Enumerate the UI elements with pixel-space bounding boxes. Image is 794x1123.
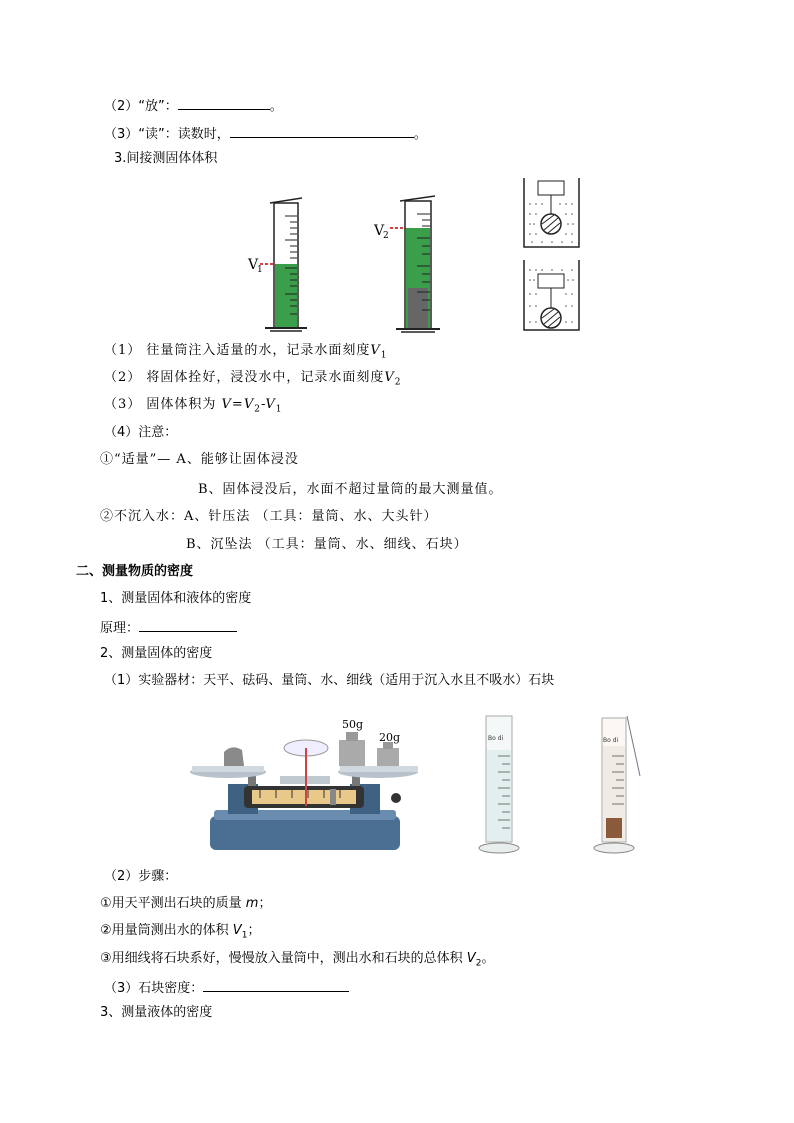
v1-label: V xyxy=(248,257,259,273)
note-floating: ②不沉入水：A、针压法 （工具：量筒、水、大头针） xyxy=(100,509,438,524)
step-2: （2） 将固体拴好，浸没水中，记录水面刻度$V_2$ xyxy=(104,370,402,388)
weight-20g-label: 20g xyxy=(379,731,401,744)
line-place: （2）“放”： 。 xyxy=(104,95,283,116)
weight-50g-label: 50g xyxy=(342,718,364,731)
equipment-line: （1）实验器材：天平、砝码、量筒、水、细线（适用于沉入水且不吸水）石块 xyxy=(104,673,555,688)
answer-blank-density[interactable] xyxy=(203,977,349,992)
answer-blank-place[interactable] xyxy=(178,95,270,110)
subsection-2: 2、测量固体的密度 xyxy=(100,646,213,661)
svg-text:1: 1 xyxy=(257,265,263,275)
v2-label: V xyxy=(374,223,385,239)
photo-cylinder-rock xyxy=(594,716,640,853)
procedure-2: ②用量筒测出水的体积 $V_1$； xyxy=(100,923,261,941)
step-4: （4）注意： xyxy=(104,425,178,440)
cylinder-figure xyxy=(240,176,600,336)
beaker-before xyxy=(524,178,579,247)
photo-cylinder-water xyxy=(479,716,519,853)
note-appropriate-b: B、固体浸没后，水面不超过量筒的最大测量值。 xyxy=(198,482,503,497)
subsection-1: 1、测量固体和液体的密度 xyxy=(100,591,252,606)
procedure-3: ③用细线将石块系好，慢慢放入量筒中，测出水和石块的总体积 $V_2$。 xyxy=(100,951,495,969)
answer-blank-principle[interactable] xyxy=(139,617,237,632)
section-indirect-volume: 3.间接测固体体积 xyxy=(114,151,218,166)
balance-figure xyxy=(180,706,660,862)
procedure-heading: （2）步骤： xyxy=(104,869,178,884)
cylinder-v2 xyxy=(373,196,440,332)
step-3: （3） 固体体积为 $V=V_2-V_1$ xyxy=(104,397,283,415)
svg-text:Bo di: Bo di xyxy=(488,735,504,742)
section-heading-density: 二、测量物质的密度 xyxy=(76,564,194,579)
beaker-after xyxy=(524,260,579,330)
step-1: （1） 往量筒注入适量的水，记录水面刻度$V_1$ xyxy=(104,343,388,361)
note-floating-b: B、沉坠法 （工具：量筒、水、细线、石块） xyxy=(186,537,468,552)
answer-blank-read[interactable] xyxy=(230,123,414,138)
line-read: （3）“读”：读数时， 。 xyxy=(104,123,427,144)
subsection-3: 3、测量液体的密度 xyxy=(100,1005,213,1020)
rock-density-line: （3）石块密度： xyxy=(104,977,349,998)
svg-text:Bo di: Bo di xyxy=(603,737,619,744)
procedure-1: ①用天平测出石块的质量 m； xyxy=(100,896,272,911)
note-appropriate: ①“适量”— A、能够让固体浸没 xyxy=(100,452,299,467)
svg-text:2: 2 xyxy=(383,231,389,241)
cylinder-v1 xyxy=(247,198,307,331)
principle-line: 原理： xyxy=(100,617,237,638)
